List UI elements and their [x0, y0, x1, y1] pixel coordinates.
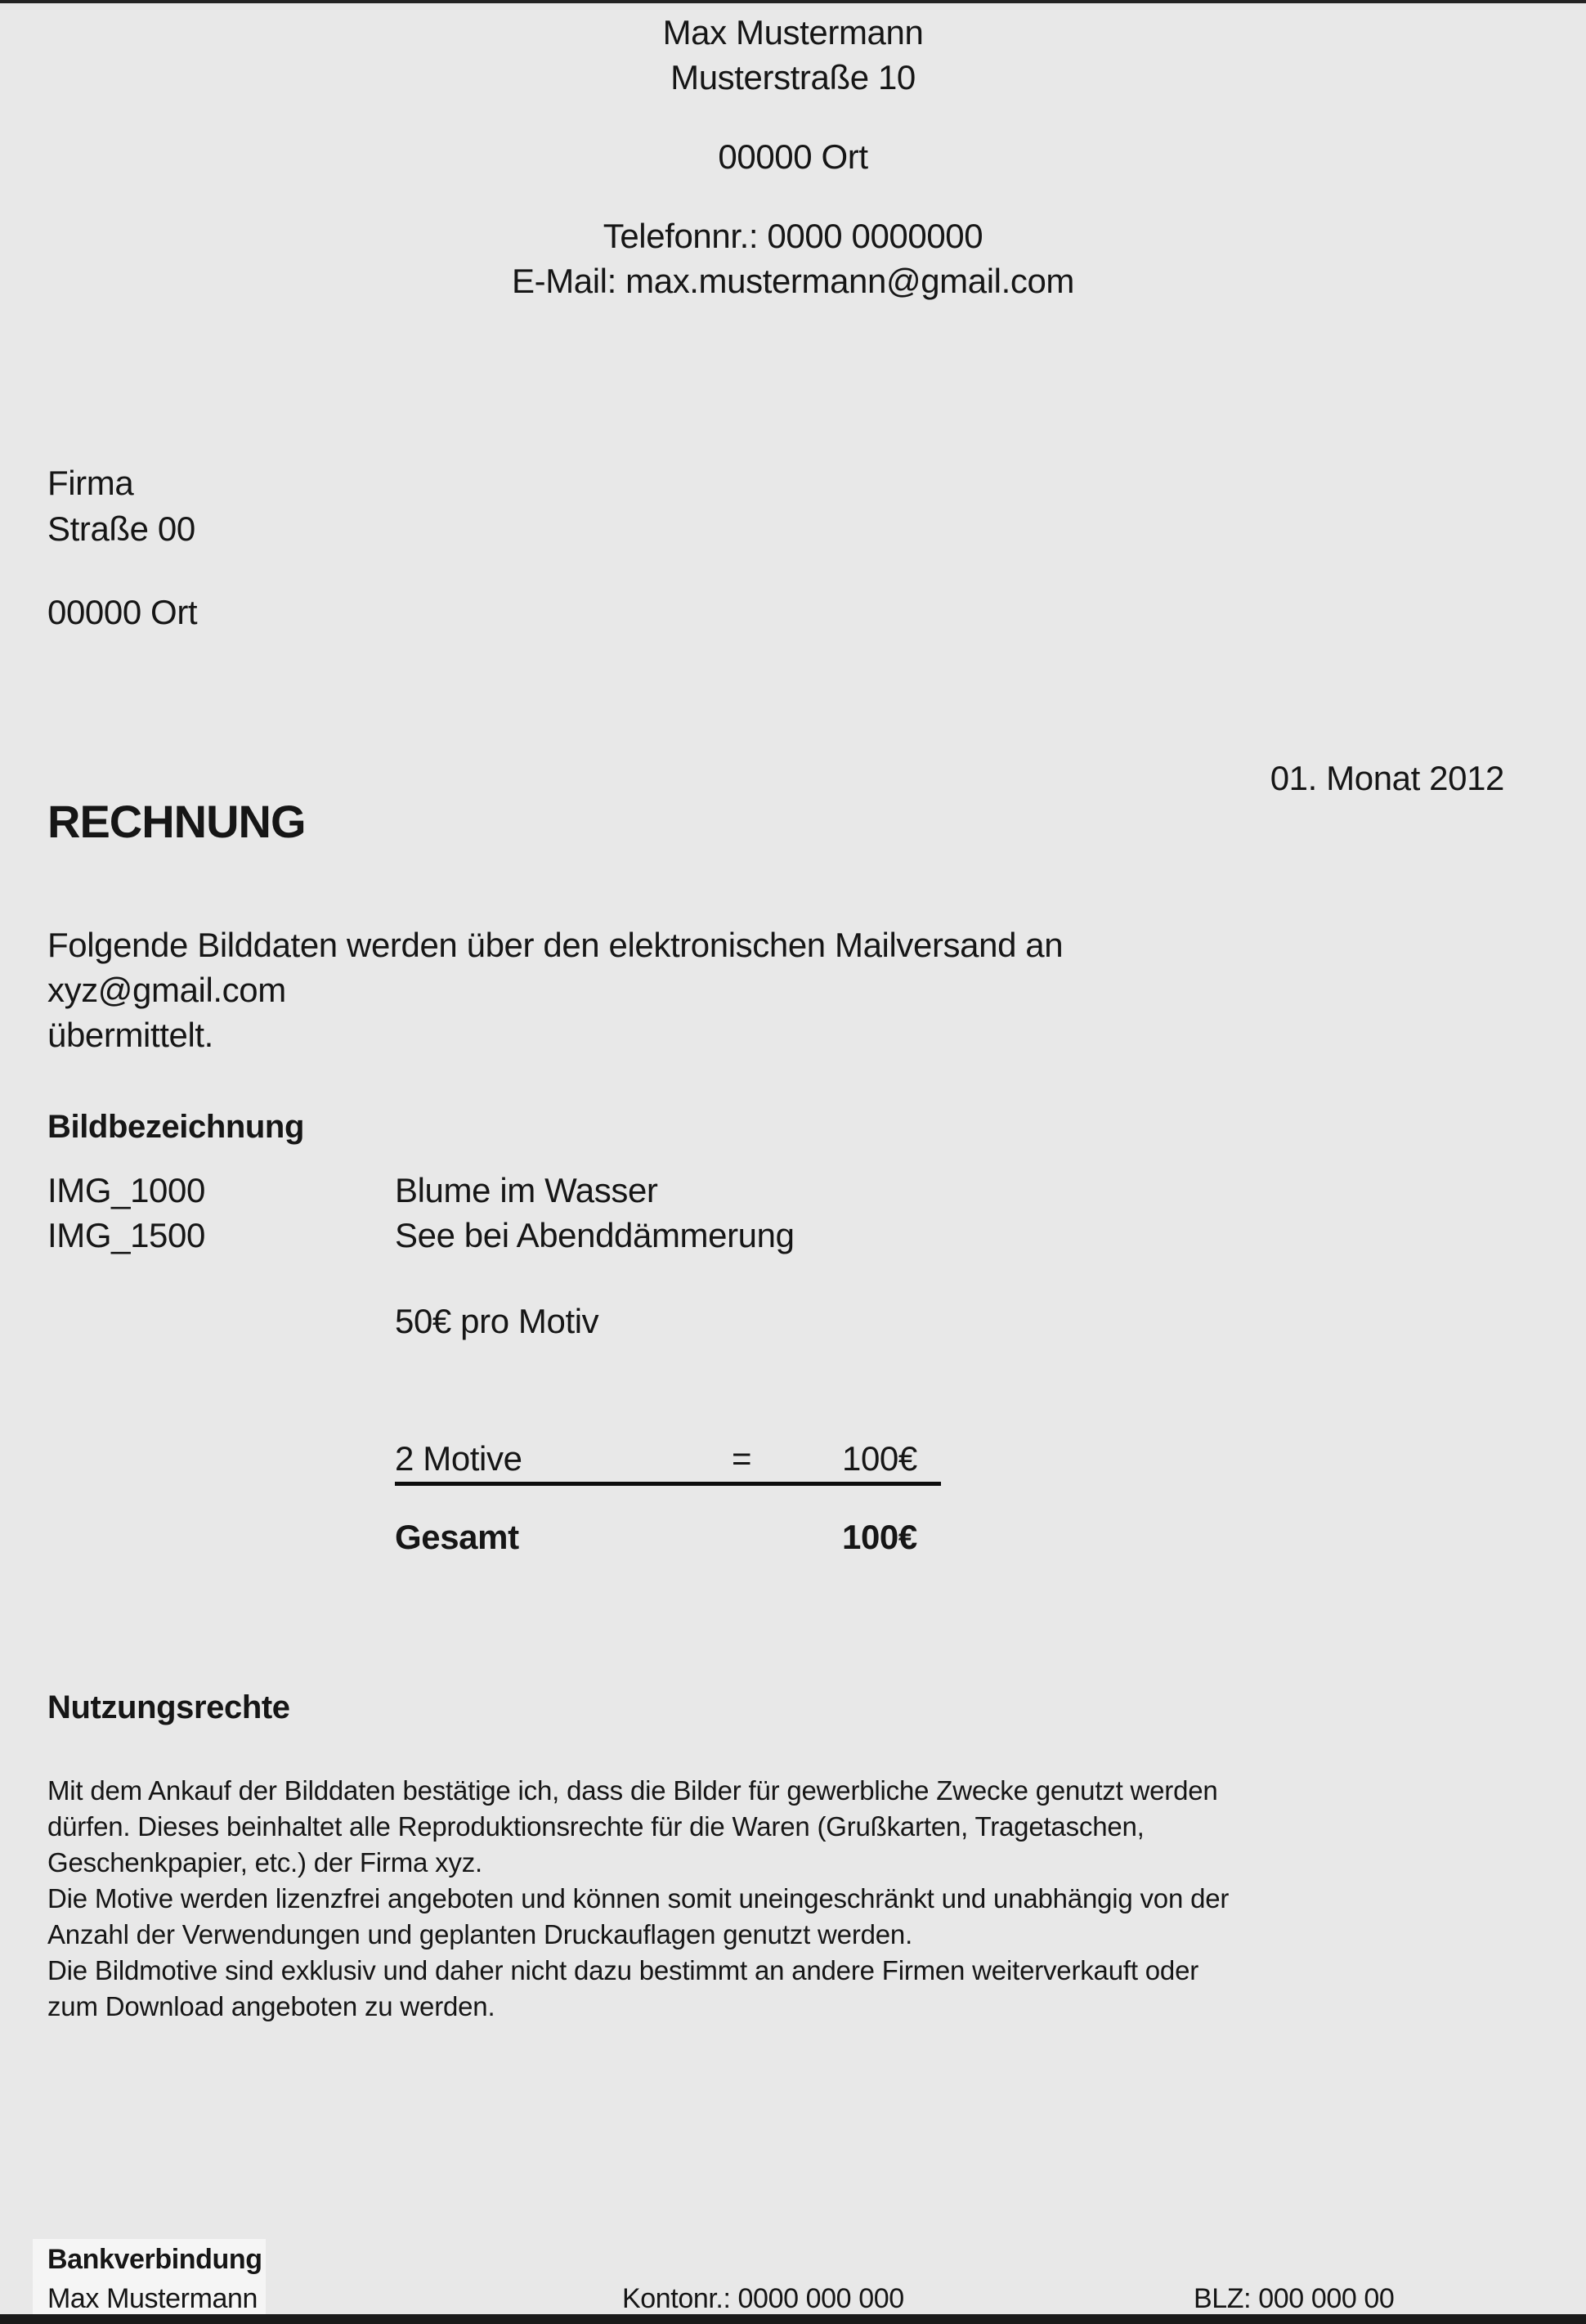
invoice-title: RECHNUNG [47, 796, 306, 847]
usage-rights-line: Mit dem Ankauf der Bilddaten bestätige ich, dass die Bilder für gewerbliche Zwecke genutzt werden [47, 1775, 1218, 1806]
sender-email: E-Mail: max.mustermann@gmail.com [512, 262, 1074, 300]
items-heading: Bildbezeichnung [47, 1109, 305, 1145]
items-table [47, 1168, 1437, 1258]
intro-line: übermittelt. [47, 1016, 213, 1054]
recipient-street: Straße 00 [47, 509, 195, 548]
intro-line: xyz@gmail.com [47, 971, 286, 1009]
spacer [0, 100, 1586, 134]
bank-details-row [47, 2281, 1535, 2316]
recipient-block [47, 460, 197, 635]
spacer [47, 552, 197, 590]
usage-rights-line: zum Download angeboten zu werden. [47, 1991, 495, 2021]
sender-street: Musterstraße 10 [670, 58, 916, 96]
total-row [395, 1518, 941, 1557]
subtotal-row [395, 1439, 941, 1486]
item-title: Blume im Wasser [395, 1171, 658, 1209]
intro-line: Folgende Bilddaten werden über den elektronischen Mailversand an [47, 926, 1064, 964]
total-amount: 100€ [842, 1518, 917, 1556]
item-title: See bei Abenddämmerung [395, 1216, 795, 1254]
bank-code: BLZ: 000 000 00 [1194, 2283, 1395, 2314]
recipient-city: 00000 Ort [47, 593, 198, 631]
invoice-date: 01. Monat 2012 [1270, 759, 1504, 797]
usage-rights-paragraph [47, 1773, 1535, 2025]
bank-heading: Bankverbindung [47, 2244, 262, 2275]
usage-rights-line: Die Motive werden lizenzfrei angeboten und können somit uneingeschränkt und unabhängig von der [47, 1883, 1230, 1913]
page-bottom-border [0, 2314, 1586, 2324]
intro-paragraph [47, 922, 1437, 1057]
sender-phone: Telefonnr.: 0000 0000000 [603, 217, 983, 255]
sender-city: 00000 Ort [718, 137, 868, 176]
subtotal-amount: 100€ [842, 1439, 917, 1478]
table-row [47, 1168, 1437, 1213]
sender-block [0, 10, 1586, 303]
page-top-border [0, 0, 1586, 3]
bank-account-number: Kontonr.: 0000 000 000 [622, 2283, 904, 2314]
equals-sign: = [732, 1439, 752, 1478]
usage-rights-line: Die Bildmotive sind exklusiv und daher nicht dazu bestimmt an andere Firmen weiterverkauft oder [47, 1955, 1199, 1985]
item-id: IMG_1500 [47, 1216, 205, 1254]
item-id: IMG_1000 [47, 1171, 205, 1209]
total-label: Gesamt [395, 1518, 519, 1556]
recipient-company: Firma [47, 464, 134, 502]
usage-rights-heading: Nutzungsrechte [47, 1689, 290, 1725]
spacer [0, 179, 1586, 213]
usage-rights-line: Anzahl der Verwendungen und geplanten Druckauflagen genutzt werden. [47, 1919, 913, 1949]
price-per-item-note: 50€ pro Motiv [395, 1302, 599, 1340]
sender-name: Max Mustermann [662, 13, 924, 52]
usage-rights-line: Geschenkpapier, etc.) der Firma xyz. [47, 1847, 482, 1878]
bank-account-holder: Max Mustermann [47, 2283, 258, 2314]
table-row [47, 1213, 1437, 1258]
subtotal-label: 2 Motive [395, 1439, 522, 1478]
usage-rights-line: dürfen. Dieses beinhaltet alle Reproduktionsrechte für die Waren (Grußkarten, Tragetaschen, [47, 1811, 1145, 1842]
